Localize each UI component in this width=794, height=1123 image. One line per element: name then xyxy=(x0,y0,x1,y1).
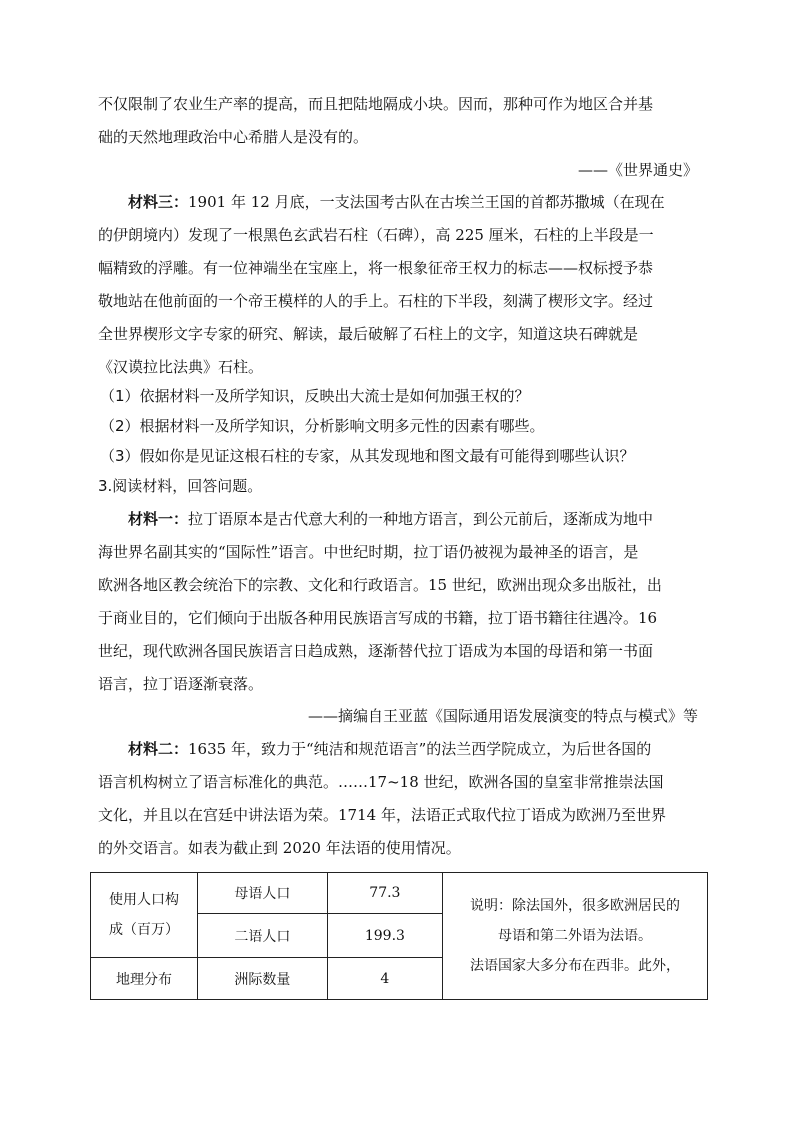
material1-text: 拉丁语原本是古代意大利的一种地方语言，到公元前后，逐渐成为地中 xyxy=(188,510,654,528)
second-language-value: 199.3 xyxy=(327,914,442,958)
material3-line: 《汉谟拉比法典》石柱。 xyxy=(98,358,264,376)
table-row xyxy=(91,873,708,914)
continent-count-value: 4 xyxy=(327,958,442,1000)
row-header-distribution: 地理分布 xyxy=(91,958,198,1000)
material2-first-line xyxy=(128,739,698,759)
text-line: 不仅限制了农业生产率的提高，而且把陆地隔成小块。因而，那种可作为地区合并基 xyxy=(98,95,654,113)
native-speakers-label: 母语人口 xyxy=(197,873,327,914)
material3-text: 1901 年 12 月底，一支法国考古队在古埃兰王国的首都苏撒城（在现在 xyxy=(188,193,665,211)
native-speakers-value: 77.3 xyxy=(327,873,442,914)
table-note: 说明：除法国外，很多欧洲居民的 母语和第二外语为法语。 法语国家大多分布在西非。此外， xyxy=(442,873,707,1000)
continent-count-label: 洲际数量 xyxy=(197,958,327,1000)
material3-label: 材料三： xyxy=(128,193,189,211)
question-3: （3）假如你是见证这根石柱的专家，从其发现地和图文最有可能得到哪些认识？ xyxy=(100,447,635,465)
material3-line: 全世界楔形文字专家的研究、解读，最后破解了石柱上的文字，知道这块石碑就是 xyxy=(98,325,639,343)
material2-line: 文化，并且以在宫廷中讲法语为荣。1714 年，法语正式取代拉丁语成为欧洲乃至世界 xyxy=(98,806,666,824)
material2-label: 材料二： xyxy=(128,740,189,758)
material3-line: 敬地站在他前面的一个帝王模样的人的手上。石柱的下半段，刻满了楔形文字。经过 xyxy=(98,292,654,310)
material3-first-line xyxy=(128,192,698,212)
second-language-label: 二语人口 xyxy=(197,914,327,958)
material1-line: 欧洲各地区教会统治下的宗教、文化和行政语言。15 世纪，欧洲出现众多出版社，出 xyxy=(98,576,662,594)
section-header: 3.阅读材料，回答问题。 xyxy=(98,477,263,495)
material3-line: 幅精致的浮雕。有一位神端坐在宝座上，将一根象征帝王权力的标志——权标授予恭 xyxy=(98,259,654,277)
french-usage-table xyxy=(90,872,708,1000)
material1-line: 世纪，现代欧洲各国民族语言日趋成熟，逐渐替代拉丁语成为本国的母语和第一书面 xyxy=(98,642,654,660)
question-2: （2）根据材料一及所学知识，分析影响文明多元性的因素有哪些。 xyxy=(100,417,545,435)
source-citation: ——《世界通史》 xyxy=(577,161,698,179)
material1-line: 语言，拉丁语逐渐衰落。 xyxy=(98,675,264,693)
material3-line: 的伊朗境内）发现了一根黑色玄武岩石柱（石碑），高 225 厘米，石柱的上半段是一 xyxy=(98,226,654,244)
material2-line: 语言机构树立了语言标准化的典范。……17~18 世纪，欧洲各国的皇室非常推崇法国 xyxy=(98,773,664,791)
source-citation: ——摘编自王亚蓝《国际通用语发展演变的特点与模式》等 xyxy=(307,707,698,725)
text-line: 础的天然地理政治中心希腊人是没有的。 xyxy=(98,128,369,146)
row-header-population: 使用人口构 成（百万） xyxy=(91,873,198,958)
material2-text: 1635 年，致力于“纯洁和规范语言”的法兰西学院成立，为后世各国的 xyxy=(188,740,652,758)
material1-line: 海世界名副其实的“国际性”语言。中世纪时期，拉丁语仍被视为最神圣的语言，是 xyxy=(98,543,639,561)
material1-label: 材料一： xyxy=(128,510,189,528)
material1-first-line xyxy=(128,509,698,529)
material1-line: 于商业目的，它们倾向于出版各种用民族语言写成的书籍，拉丁语书籍往往遇冷。16 xyxy=(98,609,658,627)
material2-line: 的外交语言。如表为截止到 2020 年法语的使用情况。 xyxy=(98,839,461,857)
question-1: （1）依据材料一及所学知识，反映出大流士是如何加强王权的？ xyxy=(100,387,530,405)
